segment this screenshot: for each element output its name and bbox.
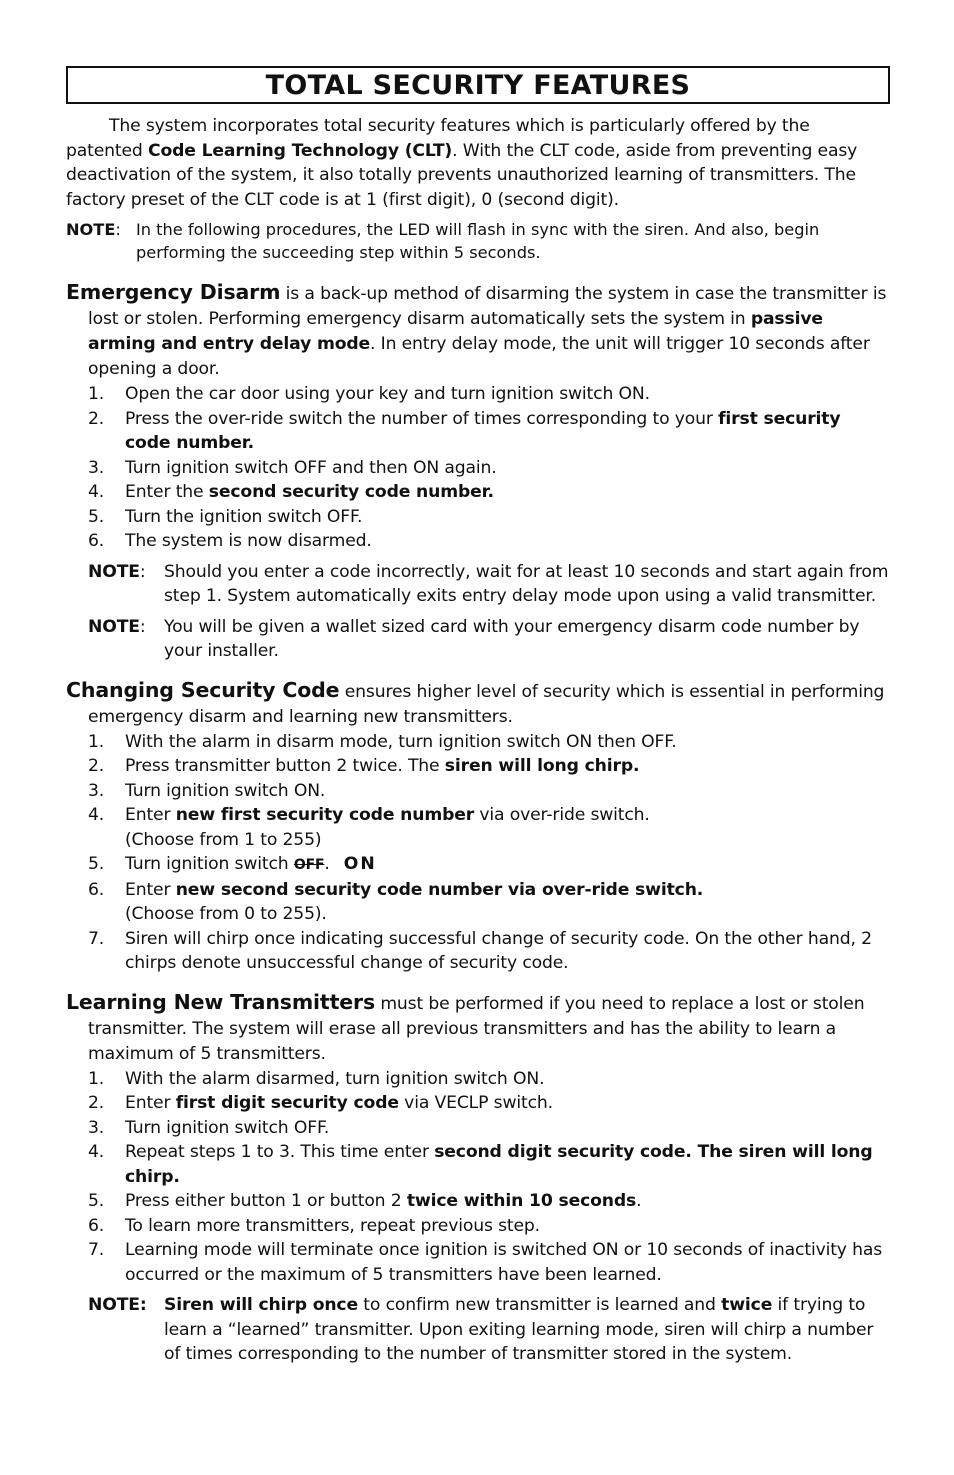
list-item: 3. Turn ignition switch OFF. <box>88 1117 330 1138</box>
changing-steps <box>66 730 890 976</box>
intro-bold: Code Learning Technology (CLT) <box>148 140 453 161</box>
list-item: 1. With the alarm disarmed, turn ignition switch ON. <box>88 1068 545 1089</box>
list-item: 3. Turn ignition switch ON. <box>88 780 326 801</box>
page-title: TOTAL SECURITY FEATURES <box>265 69 691 101</box>
intro-paragraph <box>66 114 890 212</box>
struck-off-text: OFF <box>293 857 325 873</box>
title-box <box>66 66 890 104</box>
intro-text-1: The system incorporates total security features which is particularly offered by the patented <box>66 116 810 161</box>
section-emergency-disarm <box>66 280 890 664</box>
handwritten-on-correction: ON <box>343 854 377 874</box>
emergency-description: Emergency Disarm is a back-up method of disarming the system in case the transmitter is lost or stolen. Performing emergency disarm automatically sets the system in passive arming and entry delay mode. In entry delay mode, the unit will trigger 10 seconds after opening a door. <box>66 280 887 379</box>
list-item: 5. Press either button 1 or button 2 twice within 10 seconds. <box>88 1191 642 1211</box>
section-learning-new-transmitters <box>66 990 890 1367</box>
document-page <box>66 66 890 1367</box>
list-item: 5. Turn the ignition switch OFF. <box>88 506 363 527</box>
emergency-note-2: NOTE: You will be given a wallet sized card with your emergency disarm code number by your installer. <box>88 616 860 661</box>
list-item: 1. With the alarm in disarm mode, turn ignition switch ON then OFF. <box>88 731 677 752</box>
list-item: 6. To learn more transmitters, repeat previous step. <box>88 1215 540 1236</box>
list-item: 4. Enter the second security code number. <box>88 482 494 502</box>
emergency-heading: Emergency Disarm <box>66 280 281 304</box>
list-item: 5. Turn ignition switch OFF. ON <box>88 854 377 874</box>
list-item: 1. Open the car door using your key and turn ignition switch ON. <box>88 384 650 404</box>
list-item: 3. Turn ignition switch OFF and then ON again. <box>88 457 497 478</box>
list-item: 4. Repeat steps 1 to 3. This time enter second digit security code. The siren will long chirp. <box>88 1142 873 1187</box>
list-item: 7. Siren will chirp once indicating successful change of security code. On the other hand, 2 chirps denote unsuccessful change of security code. <box>88 928 872 973</box>
learning-heading: Learning New Transmitters <box>66 989 375 1014</box>
emergency-steps <box>66 382 890 554</box>
emergency-note-1: NOTE: Should you enter a code incorrectly, wait for at least 10 seconds and start again from step 1. System automatically exits entry delay mode upon using a valid transmitter. <box>88 561 889 606</box>
list-item: 2. Press the over-ride switch the number of times corresponding to your first security code number. <box>88 408 841 453</box>
changing-heading: Changing Security Code <box>66 677 340 702</box>
section-changing-security-code <box>66 678 890 976</box>
list-item: 2. Enter first digit security code via VECLP switch. <box>88 1093 553 1113</box>
intro-text-2: . With the CLT code, aside from preventing easy deactivation of the system, it also totally prevents unauthorized learning of transmitters. The factory preset of the CLT code is at 1 (first digit), 0 (second digit). <box>66 140 858 210</box>
learning-note: NOTE: Siren will chirp once to confirm new transmitter is learned and twice if trying to learn a “learned” transmitter. Upon exiting learning mode, siren will chirp a number of times corresponding to the number of transmitter stored in the system. <box>88 1295 874 1364</box>
list-item: 6. The system is now disarmed. <box>88 531 372 551</box>
changing-description: Changing Security Code ensures higher level of security which is essential in performing emergency disarm and learning new transmitters. <box>66 677 885 727</box>
learning-description: Learning New Transmitters must be performed if you need to replace a lost or stolen transmitter. The system will erase all previous transmitters and has the ability to learn a maximum of 5 transmitters. <box>66 989 865 1064</box>
list-item: 7. Learning mode will terminate once ignition is switched ON or 10 seconds of inactivity has occurred or the maximum of 5 transmitters have been learned. <box>88 1240 883 1285</box>
list-item: 2. Press transmitter button 2 twice. The siren will long chirp. <box>88 756 640 776</box>
learning-steps <box>66 1067 890 1288</box>
list-item: 6. Enter new second security code number via over-ride switch. (Choose from 0 to 255). <box>88 879 704 924</box>
note-top <box>66 218 890 264</box>
note-top-text: In the following procedures, the LED will flash in sync with the siren. And also, begin performing the succeeding step within 5 seconds. <box>136 220 820 262</box>
list-item: 4. Enter new first security code number via over-ride switch. (Choose from 1 to 255) <box>88 805 650 850</box>
note-top-label: NOTE: <box>66 220 121 239</box>
